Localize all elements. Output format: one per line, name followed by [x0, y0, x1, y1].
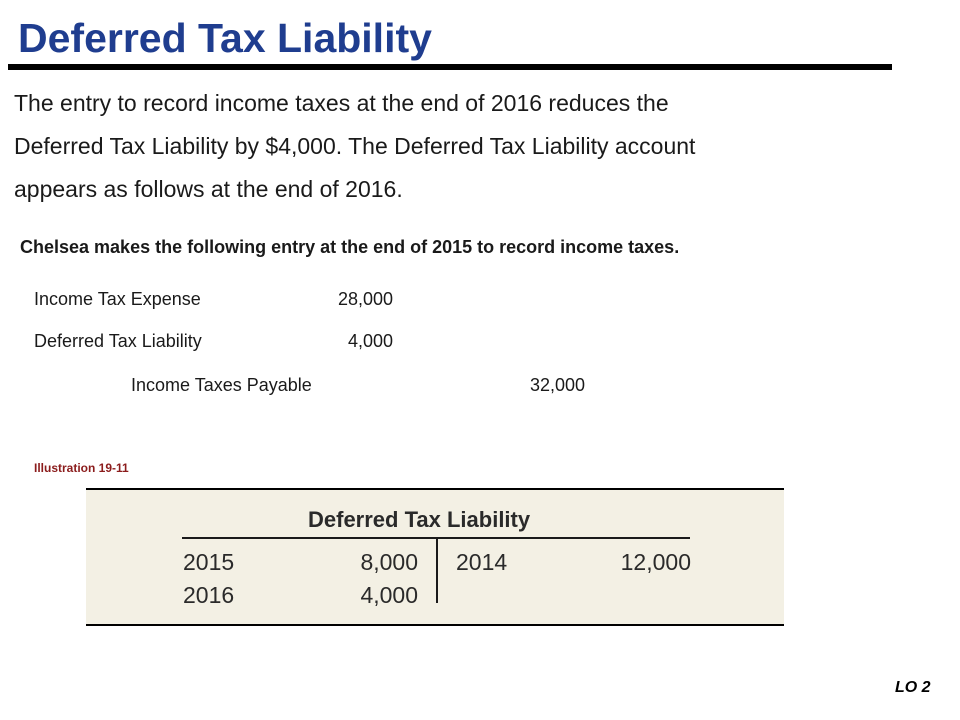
slide-title: Deferred Tax Liability	[18, 15, 432, 61]
je-credit-income-taxes-payable: 32,000	[529, 375, 585, 395]
t-debit-amount-2016: 4,000	[360, 582, 418, 608]
t-credit-amount-2014: 12,000	[620, 549, 691, 575]
je-debit-deferred-tax-liability: 4,000	[347, 331, 393, 351]
t-account-title: Deferred Tax Liability	[308, 507, 531, 532]
intro-line-1: The entry to record income taxes at the end of 2016 reduces the	[14, 90, 669, 116]
je-account-deferred-tax-liability: Deferred Tax Liability	[34, 331, 202, 351]
t-debit-year-2016: 2016	[183, 582, 235, 608]
je-account-income-tax-expense: Income Tax Expense	[34, 289, 201, 309]
title-underline	[8, 64, 892, 70]
t-account-vertical-rule	[436, 539, 438, 603]
t-account	[86, 488, 784, 626]
intro-line-2: Deferred Tax Liability by $4,000. The Deferred Tax Liability account	[14, 133, 696, 159]
t-credit-year-2014: 2014	[456, 549, 508, 575]
t-debit-amount-2015: 8,000	[360, 549, 418, 575]
intro-paragraph	[14, 82, 914, 211]
journal-entry-heading: Chelsea makes the following entry at the end of 2015 to record income taxes.	[20, 237, 680, 257]
illustration-label: Illustration 19-11	[34, 461, 129, 475]
je-debit-income-tax-expense: 28,000	[337, 289, 393, 309]
learning-objective-tag: LO 2	[895, 679, 931, 696]
t-debit-year-2015: 2015	[183, 549, 235, 575]
intro-line-3: appears as follows at the end of 2016.	[14, 176, 403, 202]
je-account-income-taxes-payable: Income Taxes Payable	[131, 375, 312, 395]
